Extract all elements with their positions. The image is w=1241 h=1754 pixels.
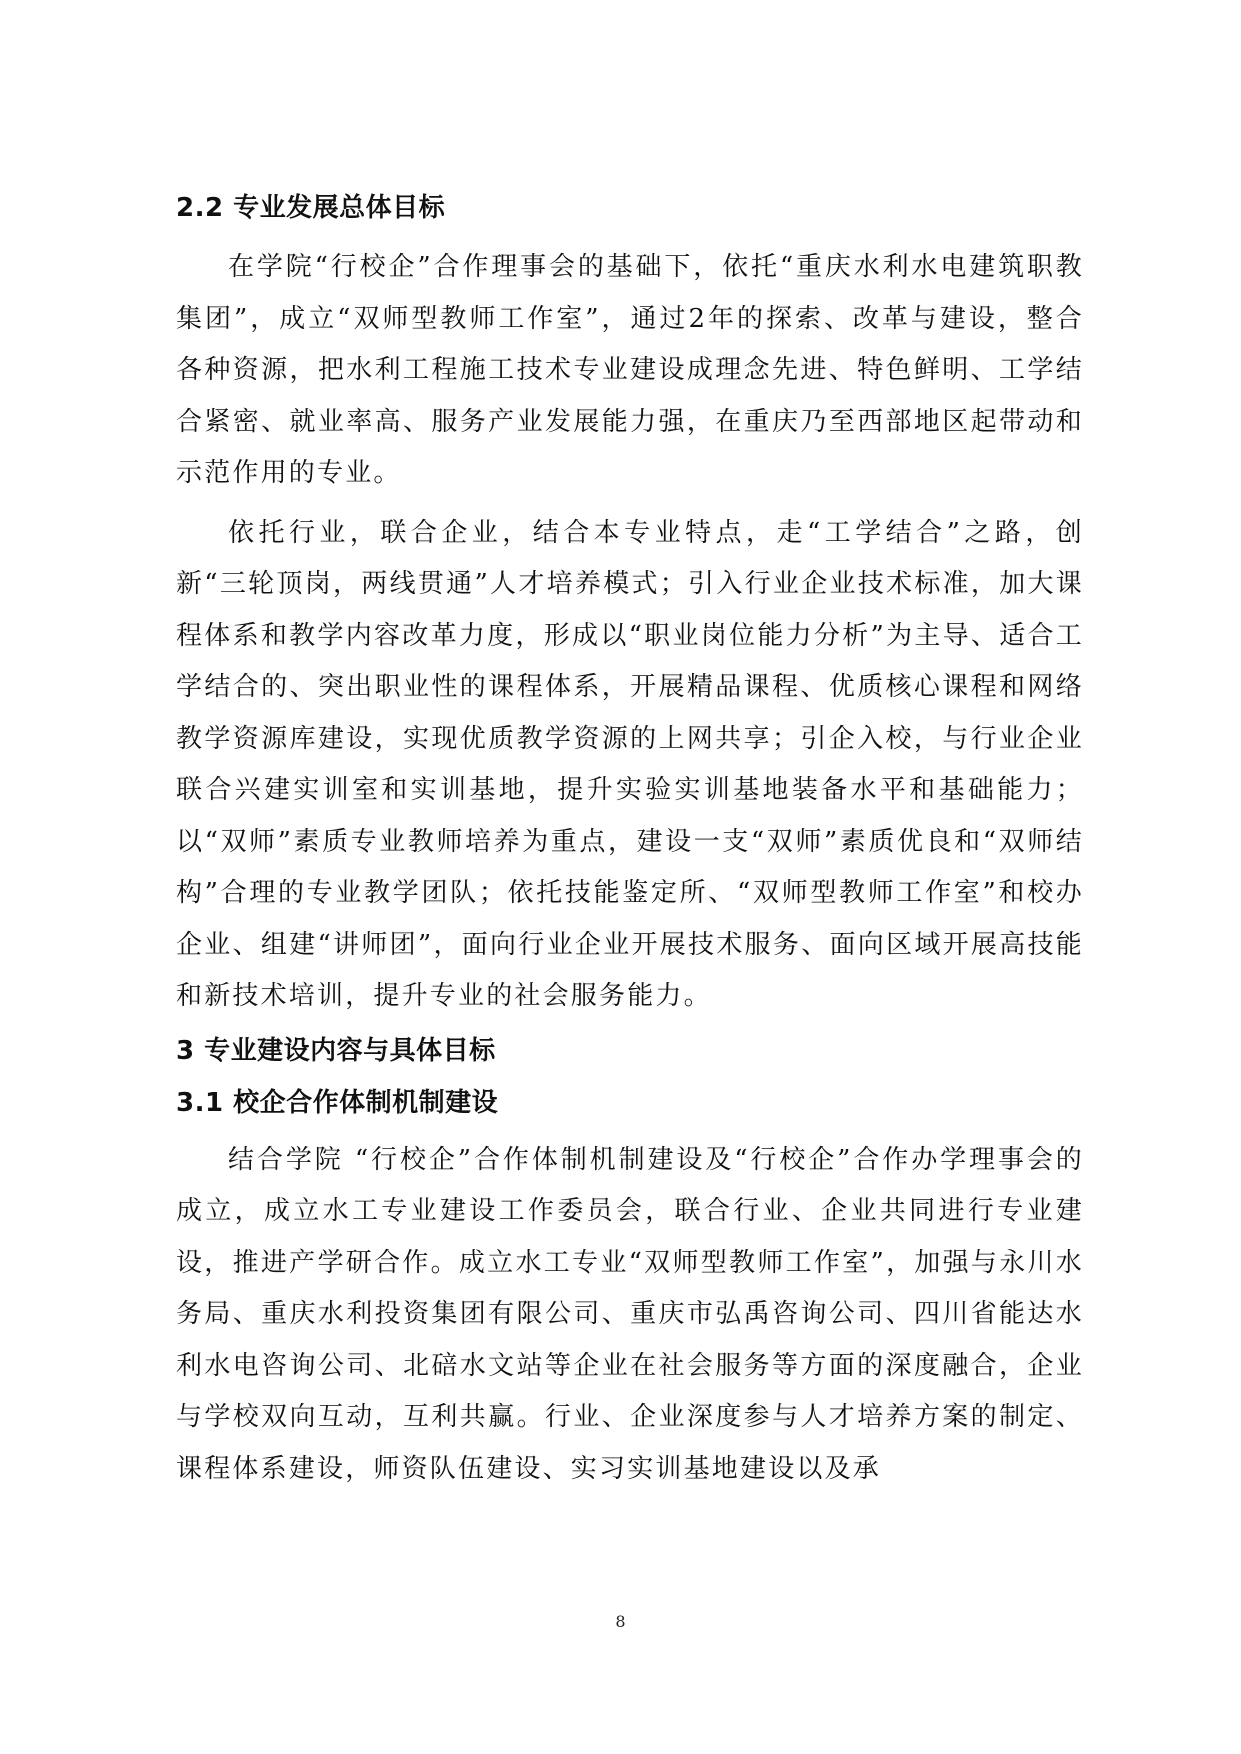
section-heading-3-1: 3.1 校企合作体制机制建设 [176, 1087, 499, 1118]
paragraph-overall-goal: 在学院“行校企”合作理事会的基础下，依托“重庆水利水电建筑职教集团”，成立“双师型教师工作室”，通过2年的探索、改革与建设，整合各种资源，把水利工程施工技术专业建设成理念先进、特色鲜明、工学结合紧密、就业率高、服务产业发展能力强，在重庆乃至西部地区起带动和示范作用的专业。 [176, 252, 1084, 488]
page-content [176, 188, 1084, 1503]
section-heading-3: 3 专业建设内容与具体目标 [176, 1035, 496, 1066]
paragraph-school-enterprise-cooperation: 结合学院 “行校企”合作体制机制建设及“行校企”合作办学理事会的成立，成立水工专业建设工作委员会，联合行业、企业共同进行专业建设，推进产学研合作。成立水工专业“双师型教师工作室”，加强与永川水务局、重庆水利投资集团有限公司、重庆市弘禹咨询公司、四川省能达水利水电咨询公司、北碚水文站等企业在社会服务等方面的深度融合，企业与学校双向互动，互利共赢。行业、企业深度参与人才培养方案的制定、课程体系建设，师资队伍建设、实习实训基地建设以及承 [176, 1144, 1084, 1484]
page-number: 8 [615, 1612, 626, 1631]
section-heading-2-2: 2.2 专业发展总体目标 [176, 193, 446, 223]
paragraph-development-approach: 依托行业，联合企业，结合本专业特点，走“工学结合”之路，创新“三轮顶岗，两线贯通”人才培养模式；引入行业企业技术标准，加大课程体系和教学内容改革力度，形成以“职业岗位能力分析”为主导、适合工学结合的、突出职业性的课程体系，开展精品课程、优质核心课程和网络教学资源库建设，实现优质教学资源的上网共享；引企入校，与行业企业联合兴建实训室和实训基地，提升实验实训基地装备水平和基础能力；以“双师”素质专业教师培养为重点，建设一支“双师”素质优良和“双师结构”合理的专业教学团队；依托技能鉴定所、“双师型教师工作室”和校办企业、组建“讲师团”，面向行业企业开展技术服务、面向区域开展高技能和新技术培训，提升专业的社会服务能力。 [176, 517, 1084, 1011]
